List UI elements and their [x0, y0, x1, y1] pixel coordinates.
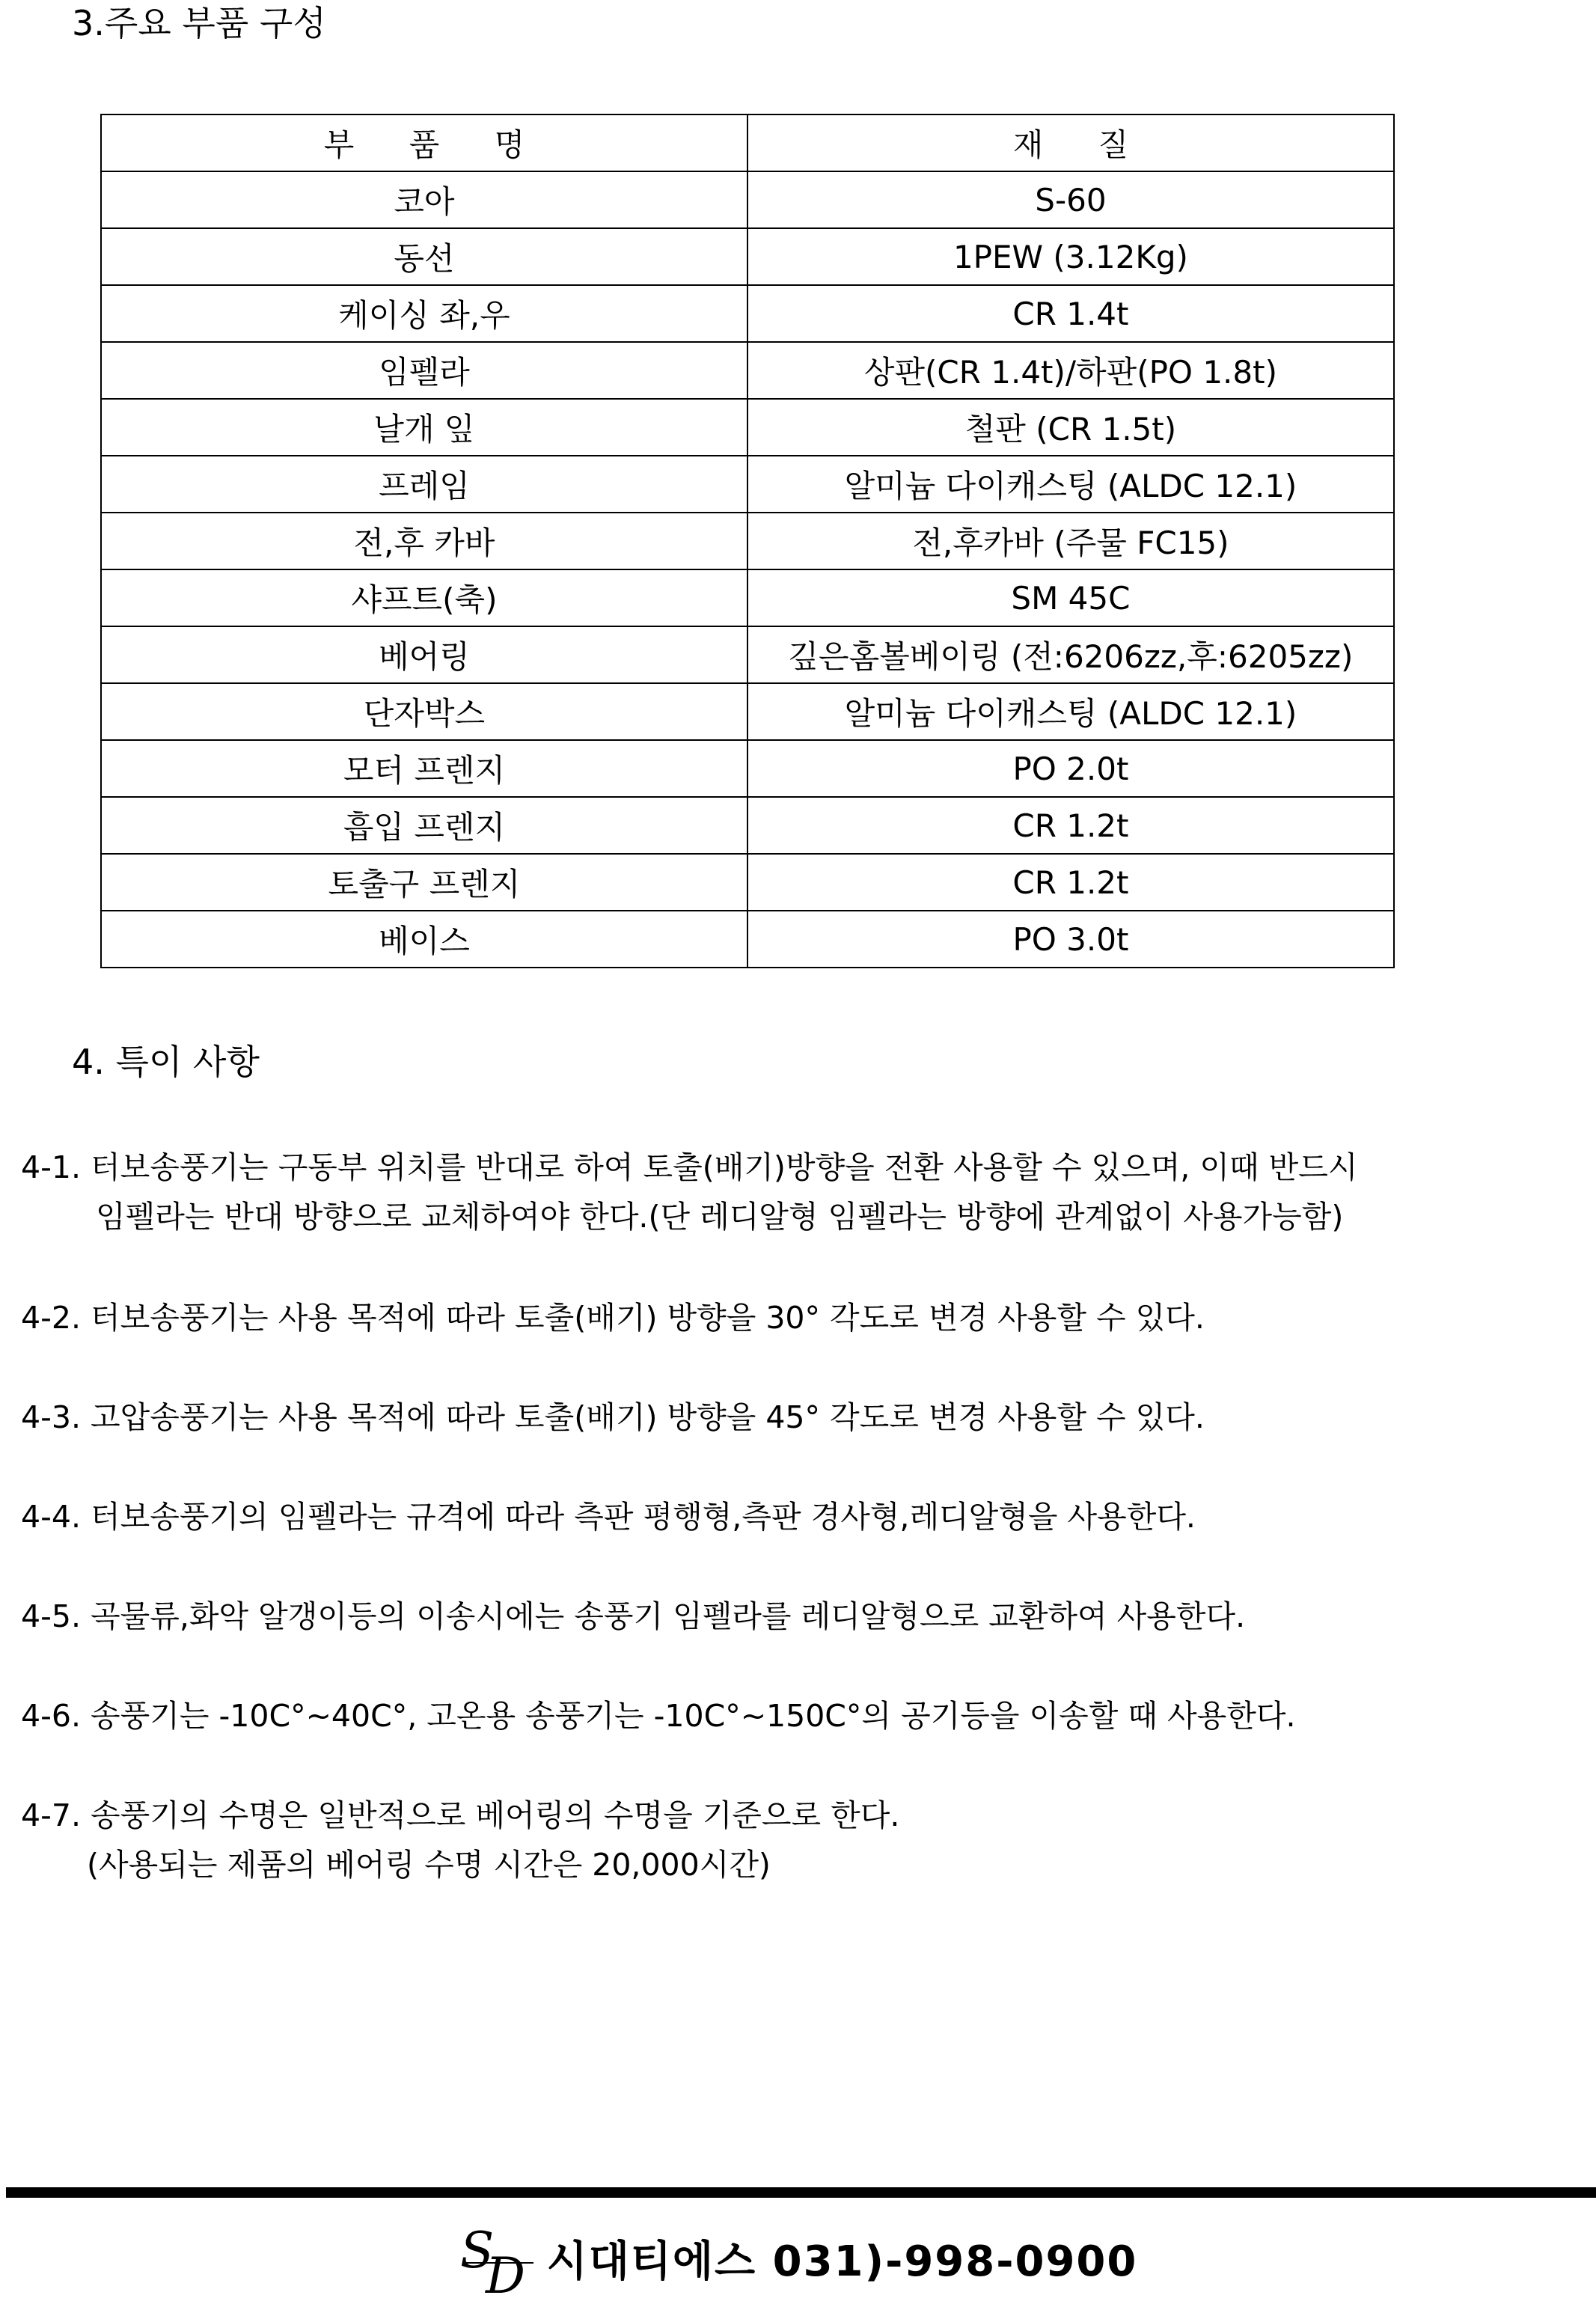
table-row [101, 797, 1394, 854]
table-row [101, 740, 1394, 797]
note-4-6: 4-6. 송풍기는 -10C°~40C°, 고온용 송풍기는 -10C°~150C°의 공기등을 이송할 때 사용한다. [21, 1698, 1296, 1734]
note-4-1-line2: 임펠라는 반대 방향으로 교체하여야 한다.(단 레디알형 임펠라는 방향에 관계없이 사용가능함) [96, 1199, 1344, 1235]
part-name: 프레임 [101, 456, 747, 513]
table-row [101, 171, 1394, 228]
part-material: 철판 (CR 1.5t) [747, 399, 1394, 456]
note-4-7-line1: 4-7. 송풍기의 수명은 일반적으로 베어링의 수명을 기준으로 한다. [21, 1797, 900, 1833]
table-row [101, 399, 1394, 456]
table-row [101, 285, 1394, 342]
part-material: 깊은홈볼베이링 (전:6206zz,후:6205zz) [747, 626, 1394, 683]
table-row [101, 854, 1394, 911]
table-row [101, 569, 1394, 626]
table-row [101, 911, 1394, 968]
part-material: 알미늄 다이캐스팅 (ALDC 12.1) [747, 683, 1394, 740]
note-4-2: 4-2. 터보송풍기는 사용 목적에 따라 토출(배기) 방향을 30° 각도로 변경 사용할 수 있다. [21, 1300, 1205, 1336]
part-name: 샤프트(축) [101, 569, 747, 626]
part-name: 모터 프렌지 [101, 740, 747, 797]
part-material: 1PEW (3.12Kg) [747, 228, 1394, 285]
part-name: 임펠라 [101, 342, 747, 399]
footer-divider [6, 2187, 1596, 2198]
part-name: 단자박스 [101, 683, 747, 740]
part-name: 전,후 카바 [101, 513, 747, 569]
part-material: CR 1.2t [747, 797, 1394, 854]
part-name: 베어링 [101, 626, 747, 683]
note-4-7 [21, 1791, 899, 1889]
note-4-1 [21, 1143, 1357, 1241]
footer [0, 2221, 1596, 2296]
part-material: S-60 [747, 171, 1394, 228]
part-name: 흡입 프렌지 [101, 797, 747, 854]
parts-table-body [101, 171, 1394, 968]
note-4-4: 4-4. 터보송풍기의 임펠라는 규격에 따라 측판 평행형,측판 경사형,레디알형을 사용한다. [21, 1499, 1196, 1535]
table-row [101, 342, 1394, 399]
table-row [101, 228, 1394, 285]
part-material: 전,후카바 (주물 FC15) [747, 513, 1394, 569]
part-name: 동선 [101, 228, 747, 285]
part-material: CR 1.4t [747, 285, 1394, 342]
table-row [101, 513, 1394, 569]
logo-letter-s: S [459, 2222, 494, 2279]
table-header-row [101, 114, 1394, 171]
note-4-5: 4-5. 곡물류,화악 알갱이등의 이송시에는 송풍기 임펠라를 레디알형으로 교환하여 사용한다. [21, 1598, 1246, 1634]
table-row [101, 683, 1394, 740]
note-4-1-line1: 4-1. 터보송풍기는 구동부 위치를 반대로 하여 토출(배기)방향을 전환 사용할 수 있으며, 이때 반드시 [21, 1149, 1358, 1185]
section-3-title: 3.주요 부품 구성 [72, 3, 326, 43]
table-row [101, 456, 1394, 513]
note-4-7-line2: (사용되는 제품의 베어링 수명 시간은 20,000시간) [87, 1847, 771, 1883]
part-material: PO 2.0t [747, 740, 1394, 797]
logo-letter-d: D [485, 2247, 525, 2296]
header-material: 재 질 [747, 114, 1394, 171]
part-name: 날개 잎 [101, 399, 747, 456]
part-name: 토출구 프렌지 [101, 854, 747, 911]
parts-table [100, 114, 1395, 968]
table-row [101, 626, 1394, 683]
part-name: 케이싱 좌,우 [101, 285, 747, 342]
part-material: 알미늄 다이캐스팅 (ALDC 12.1) [747, 456, 1394, 513]
note-4-3: 4-3. 고압송풍기는 사용 목적에 따라 토출(배기) 방향을 45° 각도로 변경 사용할 수 있다. [21, 1399, 1205, 1435]
part-material: 상판(CR 1.4t)/하판(PO 1.8t) [747, 342, 1394, 399]
header-part-name: 부 품 명 [101, 114, 747, 171]
part-material: CR 1.2t [747, 854, 1394, 911]
part-material: PO 3.0t [747, 911, 1394, 968]
section-4-title: 4. 특이 사항 [72, 1042, 260, 1082]
part-name: 코아 [101, 171, 747, 228]
part-name: 베이스 [101, 911, 747, 968]
part-material: SM 45C [747, 569, 1394, 626]
company-phone: 시대티에스 031)-998-0900 [546, 2237, 1138, 2286]
sd-logo-icon [459, 2221, 541, 2296]
